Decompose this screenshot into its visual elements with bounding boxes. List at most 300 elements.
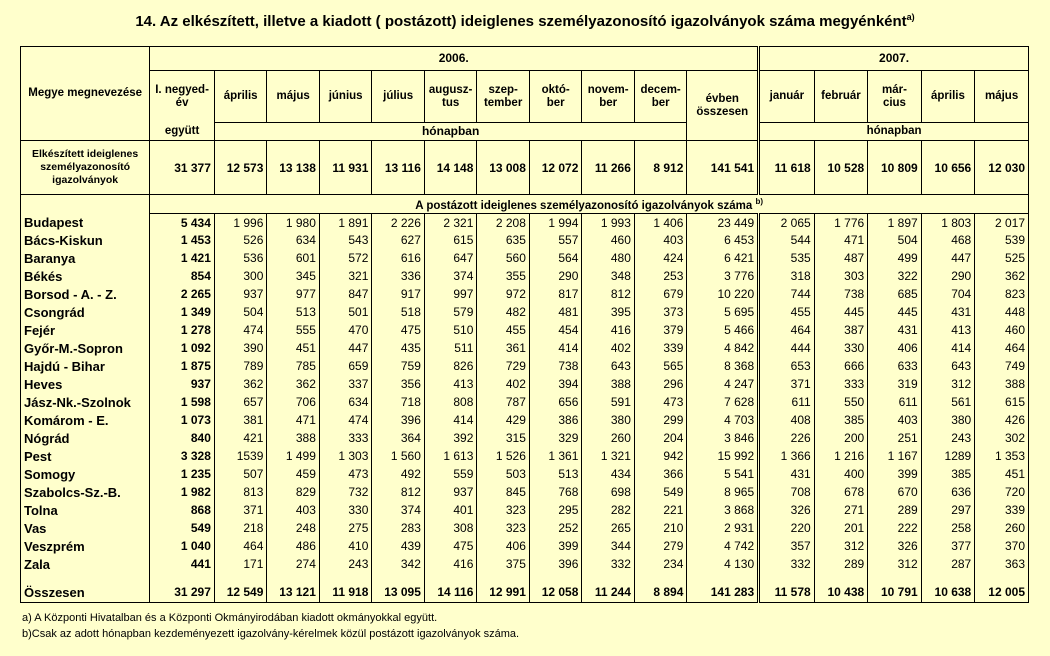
county-name: Komárom - E. <box>21 411 150 429</box>
table-cell: 768 <box>529 483 582 501</box>
table-cell: 326 <box>868 537 922 555</box>
total-cell: 141 283 <box>687 582 759 602</box>
table-cell: 448 <box>975 303 1029 321</box>
table-cell: 659 <box>319 357 372 375</box>
table-cell: 10 220 <box>687 285 759 303</box>
table-cell: 591 <box>582 393 635 411</box>
table-cell: 459 <box>267 465 320 483</box>
table-cell: 481 <box>529 303 582 321</box>
table-cell: 643 <box>582 357 635 375</box>
spacer-cell <box>687 573 759 582</box>
table-cell: 937 <box>424 483 477 501</box>
table-cell: 1289 <box>921 447 975 465</box>
table-cell: 447 <box>921 249 975 267</box>
total-label: Összesen <box>21 582 150 602</box>
table-cell: 653 <box>759 357 815 375</box>
table-cell: 544 <box>759 231 815 249</box>
table-cell: 339 <box>975 501 1029 519</box>
table-cell: 1 803 <box>921 213 975 231</box>
table-cell: 2 017 <box>975 213 1029 231</box>
month-2007-header: január <box>759 71 815 123</box>
table-cell: 487 <box>814 249 868 267</box>
table-cell: 416 <box>582 321 635 339</box>
table-cell: 720 <box>975 483 1029 501</box>
table-row <box>21 429 1029 447</box>
county-name: Jász-Nk.-Szolnok <box>21 393 150 411</box>
section-spacer <box>21 195 150 214</box>
table-cell: 243 <box>921 429 975 447</box>
table-cell: 513 <box>267 303 320 321</box>
spacer-cell <box>634 573 687 582</box>
table-cell: 6 453 <box>687 231 759 249</box>
table-cell: 1 421 <box>150 249 215 267</box>
table-cell: 451 <box>975 465 1029 483</box>
table-cell: 402 <box>477 375 530 393</box>
county-name: Hajdú - Bihar <box>21 357 150 375</box>
table-cell: 394 <box>529 375 582 393</box>
table-cell: 475 <box>372 321 425 339</box>
table-cell: 474 <box>319 411 372 429</box>
table-cell: 6 421 <box>687 249 759 267</box>
table-cell: 698 <box>582 483 635 501</box>
table-cell: 222 <box>868 519 922 537</box>
table-row <box>21 537 1029 555</box>
table-cell: 454 <box>529 321 582 339</box>
county-name: Bács-Kiskun <box>21 231 150 249</box>
table-cell: 685 <box>868 285 922 303</box>
month-2006-header: május <box>267 71 320 123</box>
county-name: Csongrád <box>21 303 150 321</box>
table-cell: 406 <box>477 537 530 555</box>
table-cell: 507 <box>214 465 267 483</box>
table-cell: 385 <box>814 411 868 429</box>
table-cell: 666 <box>814 357 868 375</box>
table-cell: 560 <box>477 249 530 267</box>
table-cell: 260 <box>582 429 635 447</box>
produced-value: 11 618 <box>759 141 815 195</box>
table-cell: 549 <box>634 483 687 501</box>
table-cell: 1 897 <box>868 213 922 231</box>
table-cell: 355 <box>477 267 530 285</box>
produced-value: 13 116 <box>372 141 425 195</box>
table-cell: 413 <box>921 321 975 339</box>
table-cell: 997 <box>424 285 477 303</box>
table-cell: 460 <box>975 321 1029 339</box>
table-row <box>21 483 1029 501</box>
q1-header: I. negyed-év <box>150 71 215 123</box>
table-cell: 371 <box>214 501 267 519</box>
table-cell: 474 <box>214 321 267 339</box>
table-cell: 312 <box>868 555 922 573</box>
table-cell: 785 <box>267 357 320 375</box>
table-cell: 401 <box>424 501 477 519</box>
table-cell: 289 <box>814 555 868 573</box>
table-cell: 447 <box>319 339 372 357</box>
table-cell: 380 <box>921 411 975 429</box>
month-2006-header: decem-ber <box>634 71 687 123</box>
table-cell: 299 <box>634 411 687 429</box>
produced-value: 12 573 <box>214 141 267 195</box>
table-cell: 200 <box>814 429 868 447</box>
table-cell: 424 <box>634 249 687 267</box>
table-cell: 4 842 <box>687 339 759 357</box>
total-cell: 11 578 <box>759 582 815 602</box>
total-cell: 10 638 <box>921 582 975 602</box>
county-name: Nógrád <box>21 429 150 447</box>
table-cell: 421 <box>214 429 267 447</box>
table-cell: 518 <box>372 303 425 321</box>
table-cell: 295 <box>529 501 582 519</box>
table-row <box>21 267 1029 285</box>
table-cell: 3 868 <box>687 501 759 519</box>
table-cell: 396 <box>529 555 582 573</box>
table-cell: 323 <box>477 519 530 537</box>
table-cell: 678 <box>814 483 868 501</box>
table-cell: 336 <box>372 267 425 285</box>
table-cell: 399 <box>529 537 582 555</box>
table-cell: 2 931 <box>687 519 759 537</box>
table-cell: 510 <box>424 321 477 339</box>
total-cell: 31 297 <box>150 582 215 602</box>
table-cell: 220 <box>759 519 815 537</box>
table-cell: 829 <box>267 483 320 501</box>
month-2006-header: novem-ber <box>582 71 635 123</box>
table-cell: 3 776 <box>687 267 759 285</box>
table-cell: 1 092 <box>150 339 215 357</box>
table-cell: 275 <box>319 519 372 537</box>
table-cell: 635 <box>477 231 530 249</box>
table-row <box>21 213 1029 231</box>
table-cell: 329 <box>529 429 582 447</box>
table-cell: 615 <box>424 231 477 249</box>
produced-value: 13 008 <box>477 141 530 195</box>
table-cell: 362 <box>267 375 320 393</box>
table-cell: 937 <box>150 375 215 393</box>
table-cell: 1 353 <box>975 447 1029 465</box>
table-row <box>21 393 1029 411</box>
produced-label: Elkészített ideiglenes személyazonosító igazolványok <box>21 141 150 195</box>
table-cell: 738 <box>529 357 582 375</box>
table-cell: 289 <box>868 501 922 519</box>
table-cell: 364 <box>372 429 425 447</box>
spacer-cell <box>150 573 215 582</box>
table-cell: 260 <box>975 519 1029 537</box>
table-cell: 362 <box>975 267 1029 285</box>
table-row <box>21 249 1029 267</box>
table-cell: 375 <box>477 555 530 573</box>
table-cell: 942 <box>634 447 687 465</box>
table-cell: 1 073 <box>150 411 215 429</box>
table-cell: 513 <box>529 465 582 483</box>
table-cell: 557 <box>529 231 582 249</box>
table-cell: 388 <box>267 429 320 447</box>
table-cell: 854 <box>150 267 215 285</box>
table-cell: 413 <box>424 375 477 393</box>
spacer-cell <box>868 573 922 582</box>
produced-value: 14 148 <box>424 141 477 195</box>
table-cell: 15 992 <box>687 447 759 465</box>
table-cell: 361 <box>477 339 530 357</box>
table-cell: 657 <box>214 393 267 411</box>
table-cell: 201 <box>814 519 868 537</box>
table-cell: 643 <box>921 357 975 375</box>
table-cell: 400 <box>814 465 868 483</box>
table-cell: 1 891 <box>319 213 372 231</box>
table-cell: 826 <box>424 357 477 375</box>
total-cell: 13 121 <box>267 582 320 602</box>
table-cell: 379 <box>634 321 687 339</box>
table-cell: 526 <box>214 231 267 249</box>
spacer-cell <box>529 573 582 582</box>
table-cell: 210 <box>634 519 687 537</box>
table-cell: 337 <box>319 375 372 393</box>
table-cell: 451 <box>267 339 320 357</box>
table-cell: 1 980 <box>267 213 320 231</box>
table-cell: 501 <box>319 303 372 321</box>
table-cell: 344 <box>582 537 635 555</box>
table-cell: 787 <box>477 393 530 411</box>
table-cell: 258 <box>921 519 975 537</box>
table-cell: 357 <box>759 537 815 555</box>
table-cell: 7 628 <box>687 393 759 411</box>
table-cell: 414 <box>921 339 975 357</box>
produced-value: 8 912 <box>634 141 687 195</box>
table-cell: 332 <box>582 555 635 573</box>
table-cell: 385 <box>921 465 975 483</box>
table-cell: 356 <box>372 375 425 393</box>
table-cell: 813 <box>214 483 267 501</box>
table-cell: 744 <box>759 285 815 303</box>
table-cell: 525 <box>975 249 1029 267</box>
produced-value: 141 541 <box>687 141 759 195</box>
table-cell: 656 <box>529 393 582 411</box>
table-cell: 972 <box>477 285 530 303</box>
table-cell: 636 <box>921 483 975 501</box>
table-cell: 565 <box>634 357 687 375</box>
table-cell: 226 <box>759 429 815 447</box>
spacer-cell <box>477 573 530 582</box>
month-2006-header: szep-tember <box>477 71 530 123</box>
total-cell: 12 549 <box>214 582 267 602</box>
table-cell: 718 <box>372 393 425 411</box>
table-cell: 2 208 <box>477 213 530 231</box>
data-table <box>20 46 1029 603</box>
table-cell: 634 <box>319 393 372 411</box>
table-cell: 381 <box>214 411 267 429</box>
table-cell: 1 526 <box>477 447 530 465</box>
table-cell: 812 <box>372 483 425 501</box>
table-row <box>21 411 1029 429</box>
total-cell: 10 791 <box>868 582 922 602</box>
table-cell: 5 434 <box>150 213 215 231</box>
table-cell: 543 <box>319 231 372 249</box>
table-cell: 1 996 <box>214 213 267 231</box>
table-cell: 1 993 <box>582 213 635 231</box>
table-row <box>21 447 1029 465</box>
table-cell: 253 <box>634 267 687 285</box>
table-cell: 823 <box>975 285 1029 303</box>
table-cell: 468 <box>921 231 975 249</box>
county-name: Baranya <box>21 249 150 267</box>
table-cell: 539 <box>975 231 1029 249</box>
table-cell: 1 235 <box>150 465 215 483</box>
table-cell: 555 <box>267 321 320 339</box>
table-cell: 470 <box>319 321 372 339</box>
table-cell: 410 <box>319 537 372 555</box>
spacer-cell <box>759 573 815 582</box>
table-cell: 330 <box>814 339 868 357</box>
table-cell: 1 613 <box>424 447 477 465</box>
table-cell: 308 <box>424 519 477 537</box>
table-cell: 431 <box>759 465 815 483</box>
table-cell: 464 <box>759 321 815 339</box>
table-cell: 392 <box>424 429 477 447</box>
total-cell: 10 438 <box>814 582 868 602</box>
produced-value: 13 138 <box>267 141 320 195</box>
table-cell: 1 994 <box>529 213 582 231</box>
table-cell: 5 695 <box>687 303 759 321</box>
table-title: 14. Az elkészített, illetve a kiadott ( postázott) ideiglenes személyazonosító igazolványok száma megyénként$^{a)}$ <box>135 12 915 30</box>
table-cell: 817 <box>529 285 582 303</box>
month-2006-header: június <box>319 71 372 123</box>
table-cell: 492 <box>372 465 425 483</box>
table-cell: 348 <box>582 267 635 285</box>
table-cell: 1 278 <box>150 321 215 339</box>
table-cell: 395 <box>582 303 635 321</box>
table-cell: 511 <box>424 339 477 357</box>
table-cell: 431 <box>868 321 922 339</box>
table-cell: 444 <box>759 339 815 357</box>
table-cell: 396 <box>372 411 425 429</box>
table-cell: 480 <box>582 249 635 267</box>
total-cell: 13 095 <box>372 582 425 602</box>
table-cell: 601 <box>267 249 320 267</box>
table-cell: 729 <box>477 357 530 375</box>
table-cell: 706 <box>267 393 320 411</box>
table-cell: 3 328 <box>150 447 215 465</box>
produced-value: 12 030 <box>975 141 1029 195</box>
month-2007-header: május <box>975 71 1029 123</box>
q1-sub-header: együtt <box>150 123 215 141</box>
table-cell: 611 <box>868 393 922 411</box>
table-cell: 445 <box>814 303 868 321</box>
table-cell: 282 <box>582 501 635 519</box>
table-cell: 504 <box>214 303 267 321</box>
table-cell: 274 <box>267 555 320 573</box>
table-cell: 315 <box>477 429 530 447</box>
section-label-text: A postázott ideiglenes személyazonosító igazolványok száma <box>415 199 753 212</box>
total-cell: 8 894 <box>634 582 687 602</box>
produced-value: 12 072 <box>529 141 582 195</box>
table-cell: 283 <box>372 519 425 537</box>
table-cell: 290 <box>529 267 582 285</box>
table-cell: 708 <box>759 483 815 501</box>
table-cell: 2 265 <box>150 285 215 303</box>
table-cell: 403 <box>634 231 687 249</box>
table-cell: 1 040 <box>150 537 215 555</box>
table-cell: 279 <box>634 537 687 555</box>
table-cell: 265 <box>582 519 635 537</box>
table-cell: 414 <box>529 339 582 357</box>
table-cell: 23 449 <box>687 213 759 231</box>
table-cell: 1 499 <box>267 447 320 465</box>
table-cell: 414 <box>424 411 477 429</box>
table-cell: 917 <box>372 285 425 303</box>
produced-value: 11 931 <box>319 141 372 195</box>
table-cell: 937 <box>214 285 267 303</box>
table-cell: 248 <box>267 519 320 537</box>
table-cell: 535 <box>759 249 815 267</box>
table-cell: 634 <box>267 231 320 249</box>
table-cell: 1 303 <box>319 447 372 465</box>
table-cell: 388 <box>975 375 1029 393</box>
table-cell: 840 <box>150 429 215 447</box>
table-cell: 323 <box>477 501 530 519</box>
month-2006-header: augusz-tus <box>424 71 477 123</box>
section-label <box>150 195 1029 214</box>
footnote-b: b)Csak az adott hónapban kezdeményezett igazolvány-kérelmek közül postázott igazolványok száma. <box>22 628 520 640</box>
table-cell: 303 <box>814 267 868 285</box>
table-cell: 204 <box>634 429 687 447</box>
table-cell: 342 <box>372 555 425 573</box>
table-cell: 287 <box>921 555 975 573</box>
table-cell: 812 <box>582 285 635 303</box>
table-cell: 403 <box>868 411 922 429</box>
table-cell: 300 <box>214 267 267 285</box>
table-cell: 386 <box>529 411 582 429</box>
table-row <box>21 519 1029 537</box>
produced-value: 31 377 <box>150 141 215 195</box>
table-cell: 345 <box>267 267 320 285</box>
table-cell: 536 <box>214 249 267 267</box>
table-cell: 380 <box>582 411 635 429</box>
year-2007-header: 2007. <box>759 47 1029 71</box>
table-row <box>21 555 1029 573</box>
table-cell: 1 406 <box>634 213 687 231</box>
table-cell: 171 <box>214 555 267 573</box>
table-cell: 3 846 <box>687 429 759 447</box>
table-row <box>21 357 1029 375</box>
table-cell: 1 361 <box>529 447 582 465</box>
table-cell: 318 <box>759 267 815 285</box>
table-cell: 4 130 <box>687 555 759 573</box>
spacer-cell <box>921 573 975 582</box>
total-cell: 12 005 <box>975 582 1029 602</box>
table-cell: 297 <box>921 501 975 519</box>
table-cell: 647 <box>424 249 477 267</box>
spacer-cell <box>21 573 150 582</box>
county-name: Borsod - A. - Z. <box>21 285 150 303</box>
county-name: Pest <box>21 447 150 465</box>
county-name: Vas <box>21 519 150 537</box>
table-row <box>21 465 1029 483</box>
footnotes <box>22 610 519 642</box>
table-cell: 572 <box>319 249 372 267</box>
table-cell: 845 <box>477 483 530 501</box>
table-cell: 549 <box>150 519 215 537</box>
county-name: Győr-M.-Sopron <box>21 339 150 357</box>
table-cell: 399 <box>868 465 922 483</box>
table-cell: 429 <box>477 411 530 429</box>
table-cell: 5 541 <box>687 465 759 483</box>
table-cell: 435 <box>372 339 425 357</box>
table-cell: 473 <box>634 393 687 411</box>
spacer-cell <box>814 573 868 582</box>
table-cell: 416 <box>424 555 477 573</box>
table-cell: 2 321 <box>424 213 477 231</box>
table-cell: 455 <box>759 303 815 321</box>
table-cell: 290 <box>921 267 975 285</box>
